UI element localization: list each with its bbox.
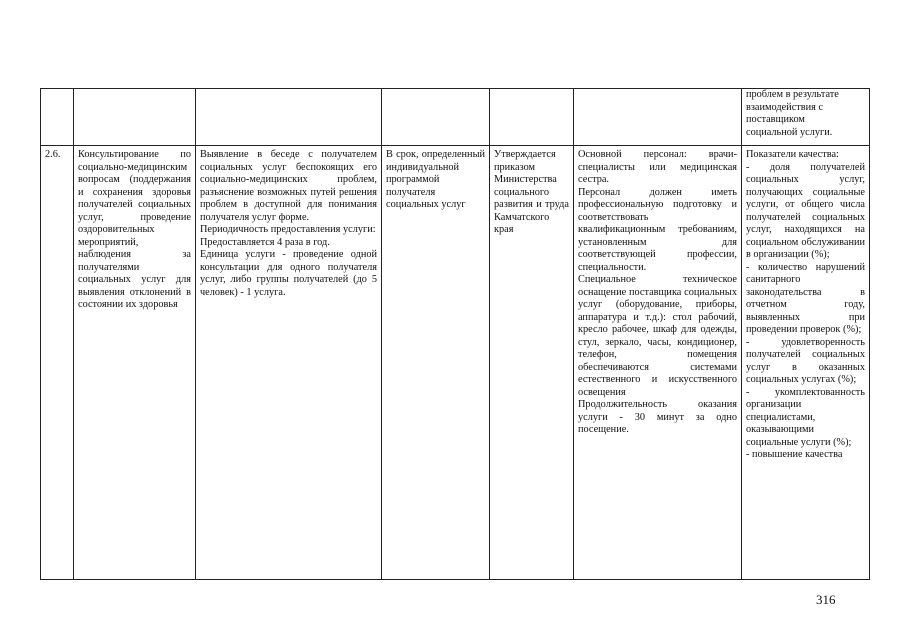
cell-description	[196, 146, 382, 580]
cell-quality-continuation	[742, 89, 870, 146]
services-standard-table	[40, 88, 870, 580]
cell-term	[382, 146, 490, 580]
service-name: Консультирование по социально-медицинским вопросам (поддержания и сохранения здоровья получателей социальных услуг, проведение оздоровительных мероприятий, наблюдения за получателями социальных услуг для выявления отклонений в состоянии их здоровья	[78, 149, 191, 310]
cell-empty-conditions	[574, 89, 742, 146]
cell-name	[74, 146, 196, 580]
cell-empty-description	[196, 89, 382, 146]
cell-quality	[742, 146, 870, 580]
quality-continuation-text: проблем в результате взаимодействия с поставщиком социальной услуги.	[746, 89, 839, 138]
service-term: В срок, определенный индивидуальной программой получателя социальных услуг	[386, 149, 485, 210]
service-conditions: Основной персонал: врачи-специалисты или медицинская сестра. Персонал должен иметь профессиональную подготовку и соответствовать квалификационным требованиям, установленным для соответствующей профессии, специальности. Специальное техническое оснащение поставщика социальных услуг (оборудование, приборы, аппаратура и т.д.): стол рабочий, кресло рабочее, шкаф для одежды, стул, зеркало, часы, кондиционер, телефон, помещения обеспечиваются системами естественного и искусственного освещения Продолжительность оказания услуги - 30 минут за одно посещение.	[578, 149, 737, 435]
service-description: Выявление в беседе с получателем социальных услуг беспокоящих его социально-медицинских проблем, разъяснение возможных путей решения проблем в доступной для понимания получателя услуг форме. Периодичность предоставления услуги: Предоставляется 4 раза в год. Единица услуги - проведение одной консультации для одного получателя услуг, либо группы получателей (до 5 человек) - 1 услуга.	[200, 149, 377, 298]
service-number: 2.6.	[45, 149, 61, 160]
service-approval: Утверждается приказом Министерства социального развития и труда Камчатского края	[494, 149, 569, 235]
cell-empty-name	[74, 89, 196, 146]
continuation-row	[41, 89, 870, 146]
cell-number	[41, 146, 74, 580]
cell-conditions	[574, 146, 742, 580]
cell-empty-number	[41, 89, 74, 146]
page-number: 316	[816, 592, 836, 607]
cell-empty-approval	[490, 89, 574, 146]
service-row-2-6	[41, 146, 870, 580]
service-quality: Показатели качества: - доля получателей социальных услуг, получающих социальные услуги, от общего числа получателей социальных услуг, находящихся на социальном обслуживании в организации (%); - количество нарушений санитарного законодательства в отчетном году, выявленных при проведении проверок (%); - удовлетворенность получателей социальных услуг в оказанных социальных услугах (%); - укомплектованность организации специалистами, оказывающими социальные услуги (%); - повышение качества	[746, 149, 865, 460]
cell-empty-term	[382, 89, 490, 146]
cell-approval	[490, 146, 574, 580]
